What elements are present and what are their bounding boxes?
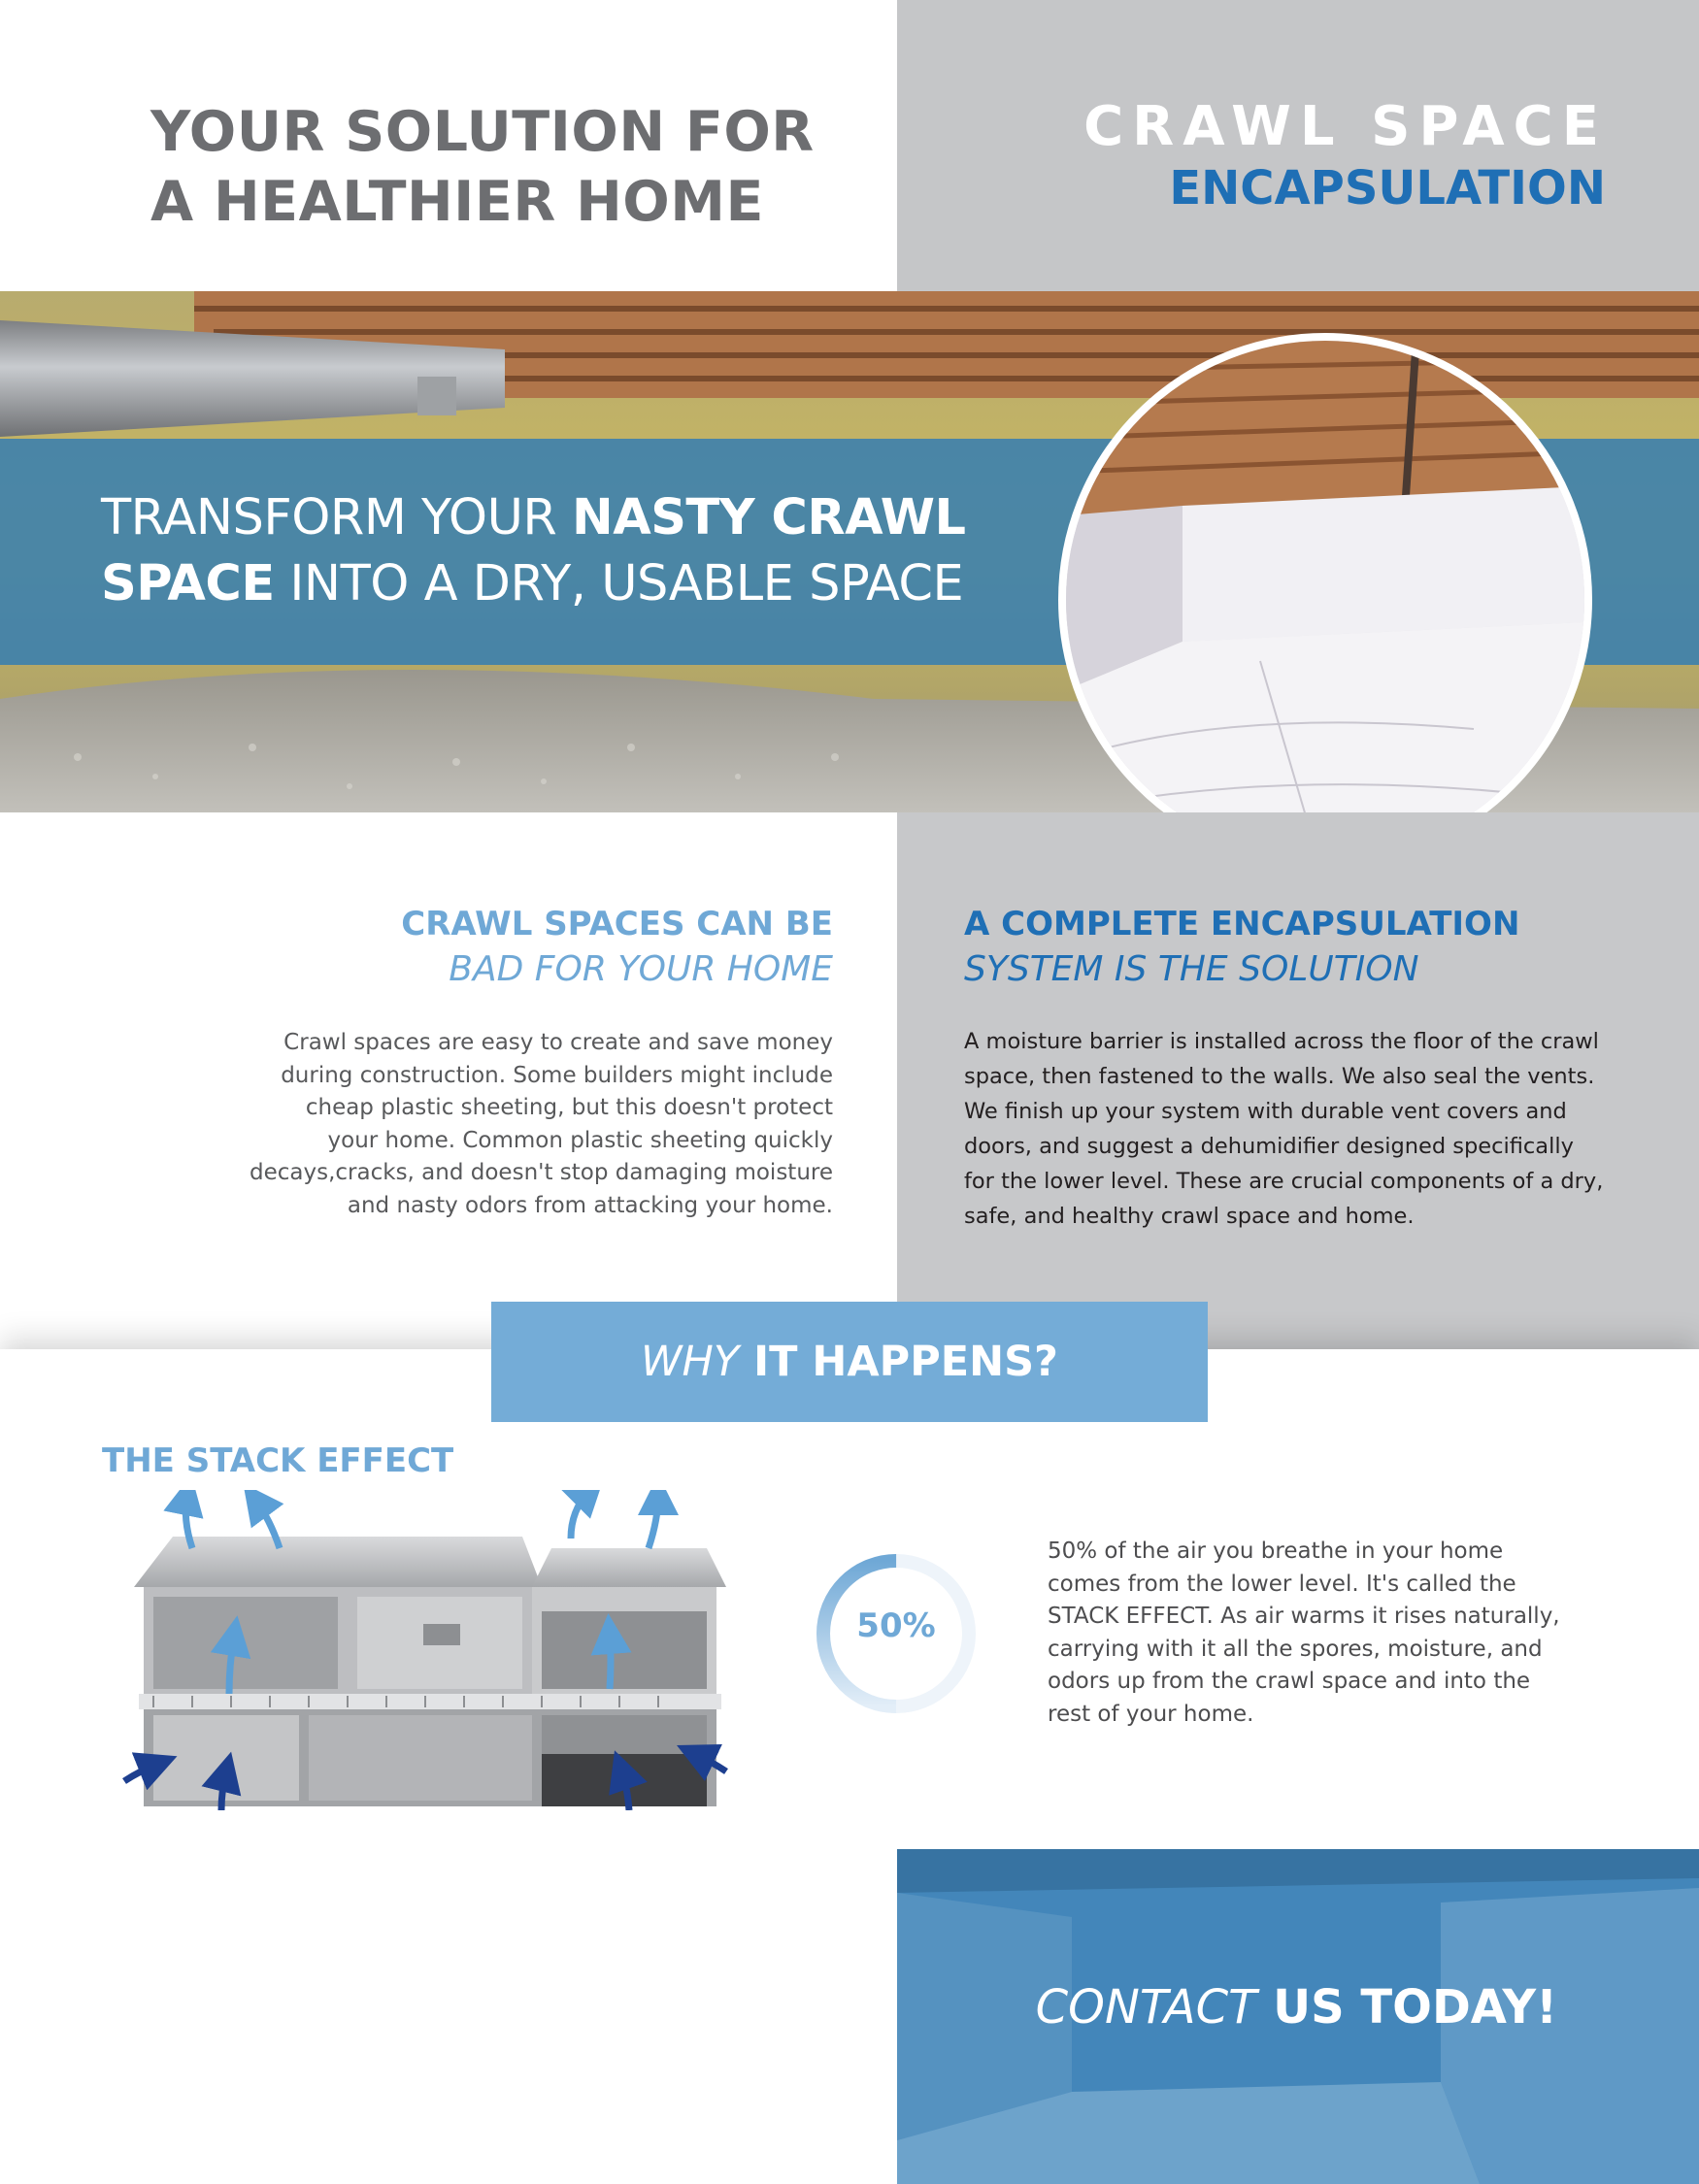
- problem-line: your home. Common plastic sheeting quickly: [327, 1127, 833, 1153]
- headline-line-2: A HEALTHIER HOME: [150, 170, 764, 234]
- problem-subheading: BAD FOR YOUR HOME: [449, 949, 833, 989]
- problem-line: during construction. Some builders might include: [281, 1062, 833, 1088]
- stack-effect-title: THE STACK EFFECT: [102, 1441, 454, 1480]
- ring-percent-label: 50%: [856, 1606, 936, 1645]
- encapsulation-title: ENCAPSULATION: [1169, 161, 1606, 215]
- solution-line: doors, and suggest a dehumidifier designed specifically: [964, 1134, 1574, 1159]
- solution-subheading: SYSTEM IS THE SOLUTION: [964, 949, 1419, 989]
- headline: [150, 97, 869, 237]
- crawl-space-title: CRAWL SPACE: [1083, 95, 1608, 158]
- house-cutaway-illustration: [115, 1490, 736, 1810]
- contact-bold: US TODAY!: [1256, 1980, 1557, 2035]
- hero-line-2-regular: INTO A DRY, USABLE SPACE: [274, 555, 964, 612]
- why-banner-italic: WHY: [641, 1338, 740, 1386]
- encapsulated-crawl-space-photo: [1058, 333, 1592, 867]
- stack-line: comes from the lower level. It's called the: [1048, 1571, 1516, 1597]
- hero-line-1-bold: NASTY CRAWL: [572, 489, 966, 546]
- stack-effect-body: [1048, 1536, 1630, 1731]
- why-banner-bold: IT HAPPENS?: [739, 1338, 1058, 1386]
- hero-headline: [101, 485, 1072, 617]
- stack-line: 50% of the air you breathe in your home: [1048, 1539, 1504, 1564]
- headline-line-1: YOUR SOLUTION FOR: [150, 100, 815, 164]
- problem-line: and nasty odors from attacking your home.: [347, 1192, 833, 1218]
- solution-line: A moisture barrier is installed across the floor of the crawl: [964, 1029, 1599, 1054]
- solution-line: space, then fastened to the walls. We also seal the vents.: [964, 1064, 1595, 1089]
- hero-line-2-bold: SPACE: [101, 555, 275, 612]
- contact-us-today[interactable]: [897, 1980, 1557, 2035]
- why-it-happens-banner: [491, 1302, 1208, 1422]
- problem-heading: CRAWL SPACES CAN BE: [401, 905, 833, 943]
- solution-heading: A COMPLETE ENCAPSULATION: [964, 905, 1520, 943]
- encapsulated-photo-art: [1066, 341, 1584, 859]
- contact-italic: CONTACT: [1035, 1980, 1257, 2035]
- solution-body: [964, 1024, 1624, 1234]
- solution-line: We finish up your system with durable vent covers and: [964, 1099, 1567, 1124]
- footer-left-panel: [0, 1849, 897, 2184]
- hero-line-2: [101, 551, 1072, 617]
- hero-line-1-regular: TRANSFORM YOUR: [101, 489, 573, 546]
- problem-line: Crawl spaces are easy to create and save money: [283, 1030, 833, 1055]
- stack-line: STACK EFFECT. As air warms it rises naturally,: [1048, 1604, 1560, 1629]
- solution-line: for the lower level. These are crucial components of a dry,: [964, 1169, 1604, 1194]
- problem-line: cheap plastic sheeting, but this doesn't protect: [305, 1095, 833, 1120]
- stack-line: rest of your home.: [1048, 1701, 1254, 1727]
- solution-line: safe, and healthy crawl space and home.: [964, 1204, 1415, 1229]
- problem-line: decays,cracks, and doesn't stop damaging moisture: [250, 1160, 833, 1185]
- problem-body: [194, 1027, 833, 1222]
- stack-line: odors up from the crawl space and into the: [1048, 1669, 1531, 1694]
- hero-line-1: [101, 485, 1072, 551]
- stack-line: carrying with it all the spores, moisture, and: [1048, 1636, 1543, 1662]
